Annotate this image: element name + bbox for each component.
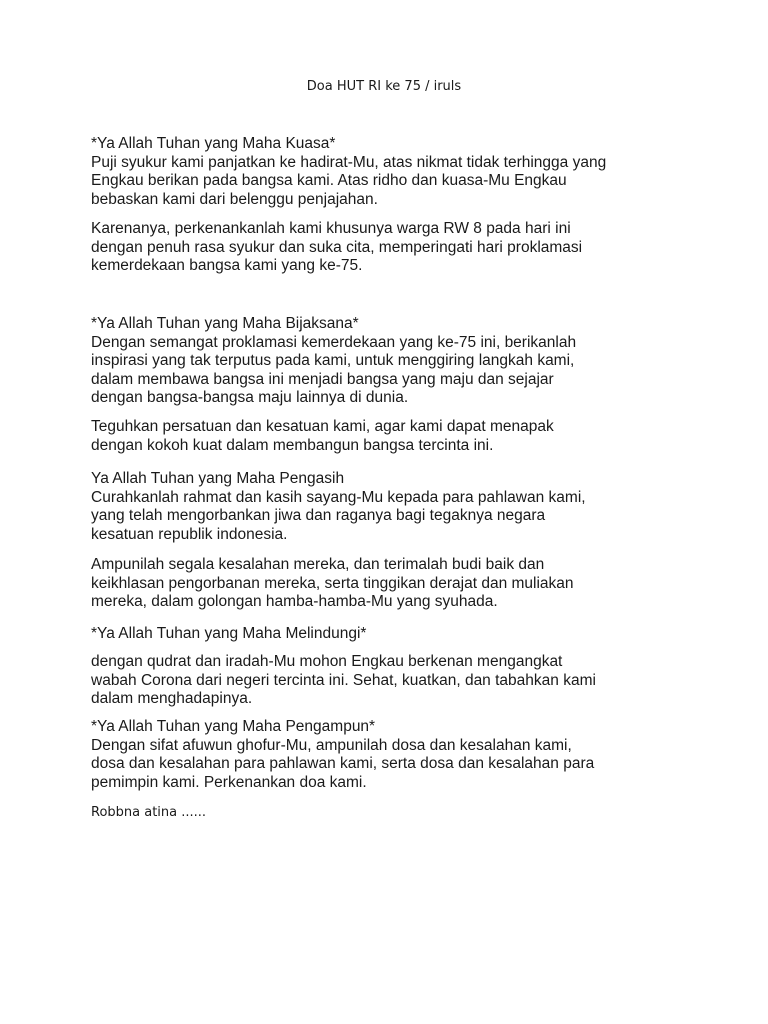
paragraph-line: keikhlasan pengorbanan mereka, serta tinggikan derajat dan muliakan (91, 574, 574, 592)
paragraph (91, 418, 691, 455)
document-title: Doa HUT RI ke 75 / iruls (306, 79, 462, 94)
section-heading: *Ya Allah Tuhan yang Maha Pengampun* (91, 718, 376, 735)
paragraph-line: dengan qudrat dan iradah-Mu mohon Engkau berkenan mengangkat (91, 653, 563, 670)
paragraph-line: mereka, dalam golongan hamba-hamba-Mu yang syuhada. (91, 593, 498, 611)
paragraph-line: Teguhkan persatuan dan kesatuan kami, agar kami dapat menapak (91, 418, 554, 435)
section-heading: *Ya Allah Tuhan yang Maha Bijaksana* (91, 315, 359, 332)
paragraph-line: inspirasi yang tak terputus pada kami, untuk menggiring langkah kami, (91, 352, 575, 370)
paragraph-line: Curahkanlah rahmat dan kasih sayang-Mu kepada para pahlawan kami, (91, 488, 586, 506)
section-maha-melindungi (91, 625, 691, 644)
section-maha-pengasih (91, 470, 691, 544)
paragraph-line: wabah Corona dari negeri tercinta ini. Sehat, kuatkan, dan tabahkan kami (91, 671, 596, 689)
paragraph-line: kesatuan republik indonesia. (91, 525, 288, 543)
section-maha-bijaksana (91, 315, 691, 408)
paragraph-line: dalam membawa bangsa ini menjadi bangsa yang maju dan sejajar (91, 370, 554, 388)
paragraph-line: dengan bangsa-bangsa maju lainnya di dunia. (91, 389, 409, 407)
paragraph-line: dengan kokoh kuat dalam membangun bangsa tercinta ini. (91, 436, 494, 454)
paragraph-line: pemimpin kami. Perkenankan doa kami. (91, 773, 367, 791)
section-maha-pengampun (91, 718, 691, 792)
closing-line: Robbna atina ...... (91, 805, 207, 820)
section-heading: *Ya Allah Tuhan yang Maha Melindungi* (91, 625, 367, 642)
paragraph (91, 556, 691, 612)
paragraph (91, 220, 691, 276)
paragraph-line: dengan penuh rasa syukur dan suka cita, memperingati hari proklamasi (91, 238, 583, 256)
paragraph-line: yang telah mengorbankan jiwa dan raganya bagi tegaknya negara (91, 507, 546, 525)
paragraph-line: Engkau berikan pada bangsa kami. Atas ridho dan kuasa-Mu Engkau (91, 172, 567, 190)
paragraph-line: Karenanya, perkenankanlah kami khusunya warga RW 8 pada hari ini (91, 220, 571, 237)
section-heading: Ya Allah Tuhan yang Maha Pengasih (91, 470, 345, 487)
paragraph-line: Dengan semangat proklamasi kemerdekaan yang ke-75 ini, berikanlah (91, 333, 577, 351)
section-heading: *Ya Allah Tuhan yang Maha Kuasa* (91, 135, 336, 152)
paragraph-line: Puji syukur kami panjatkan ke hadirat-Mu, atas nikmat tidak terhingga yang (91, 153, 607, 171)
section-maha-kuasa (91, 135, 691, 209)
paragraph-line: dalam menghadapinya. (91, 690, 253, 708)
paragraph-line: kemerdekaan bangsa kami yang ke-75. (91, 257, 363, 275)
paragraph (91, 653, 691, 709)
paragraph-line: Dengan sifat afuwun ghofur-Mu, ampunilah dosa dan kesalahan kami, (91, 736, 572, 754)
paragraph-line: Ampunilah segala kesalahan mereka, dan terimalah budi baik dan (91, 556, 545, 573)
paragraph-line: bebaskan kami dari belenggu penjajahan. (91, 190, 378, 208)
paragraph-line: dosa dan kesalahan para pahlawan kami, serta dosa dan kesalahan para (91, 755, 595, 773)
